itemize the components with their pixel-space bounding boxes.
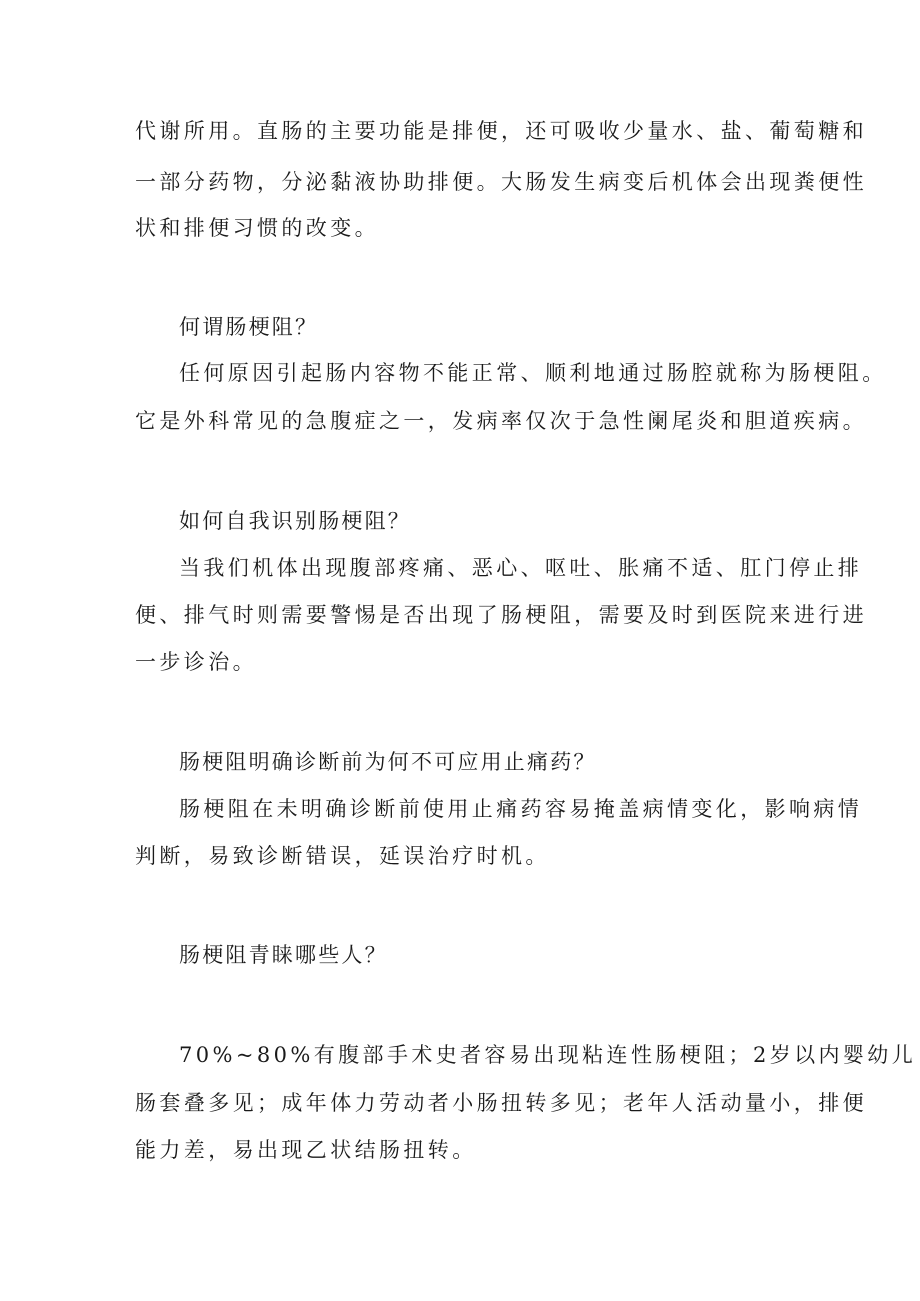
intro-line-3: 状和排便习惯的改变。 [135,216,379,240]
answer-1-line-2: 它是外科常见的急腹症之一，发病率仅次于急性阑尾炎和胆道疾病。 [135,409,867,433]
intro-line-2: 一部分药物，分泌黏液协助排便。大肠发生病变后机体会出现粪便性 [135,170,867,194]
answer-2-line-1: 当我们机体出现腹部疼痛、恶心、呕吐、胀痛不适、肛门停止排 [179,556,863,580]
question-heading-2: 如何自我识别肠梗阻？ [179,509,411,533]
answer-2-line-3: 一步诊治。 [135,650,257,674]
answer-4-line-1: 70%~80%有腹部手术史者容易出现粘连性肠梗阻；2岁以内婴幼儿 [179,1043,917,1067]
question-heading-4: 肠梗阻青睐哪些人？ [179,943,388,967]
question-heading-1: 何谓肠梗阻？ [179,315,319,339]
answer-2-line-2: 便、排气时则需要警惕是否出现了肠梗阻，需要及时到医院来进行进 [135,603,867,627]
answer-4-line-2: 肠套叠多见；成年体力劳动者小肠扭转多见；老年人活动量小，排便 [135,1091,867,1115]
answer-3-line-2: 判断，易致诊断错误，延误治疗时机。 [135,844,550,868]
question-heading-3: 肠梗阻明确诊断前为何不可应用止痛药？ [179,750,597,774]
intro-line-1: 代谢所用。直肠的主要功能是排便，还可吸收少量水、盐、葡萄糖和 [135,119,867,143]
answer-4-line-3: 能力差，易出现乙状结肠扭转。 [135,1138,477,1162]
answer-3-line-1: 肠梗阻在未明确诊断前使用止痛药容易掩盖病情变化，影响病情 [179,797,863,821]
answer-1-line-1: 任何原因引起肠内容物不能正常、顺利地通过肠腔就称为肠梗阻。 [179,361,887,385]
